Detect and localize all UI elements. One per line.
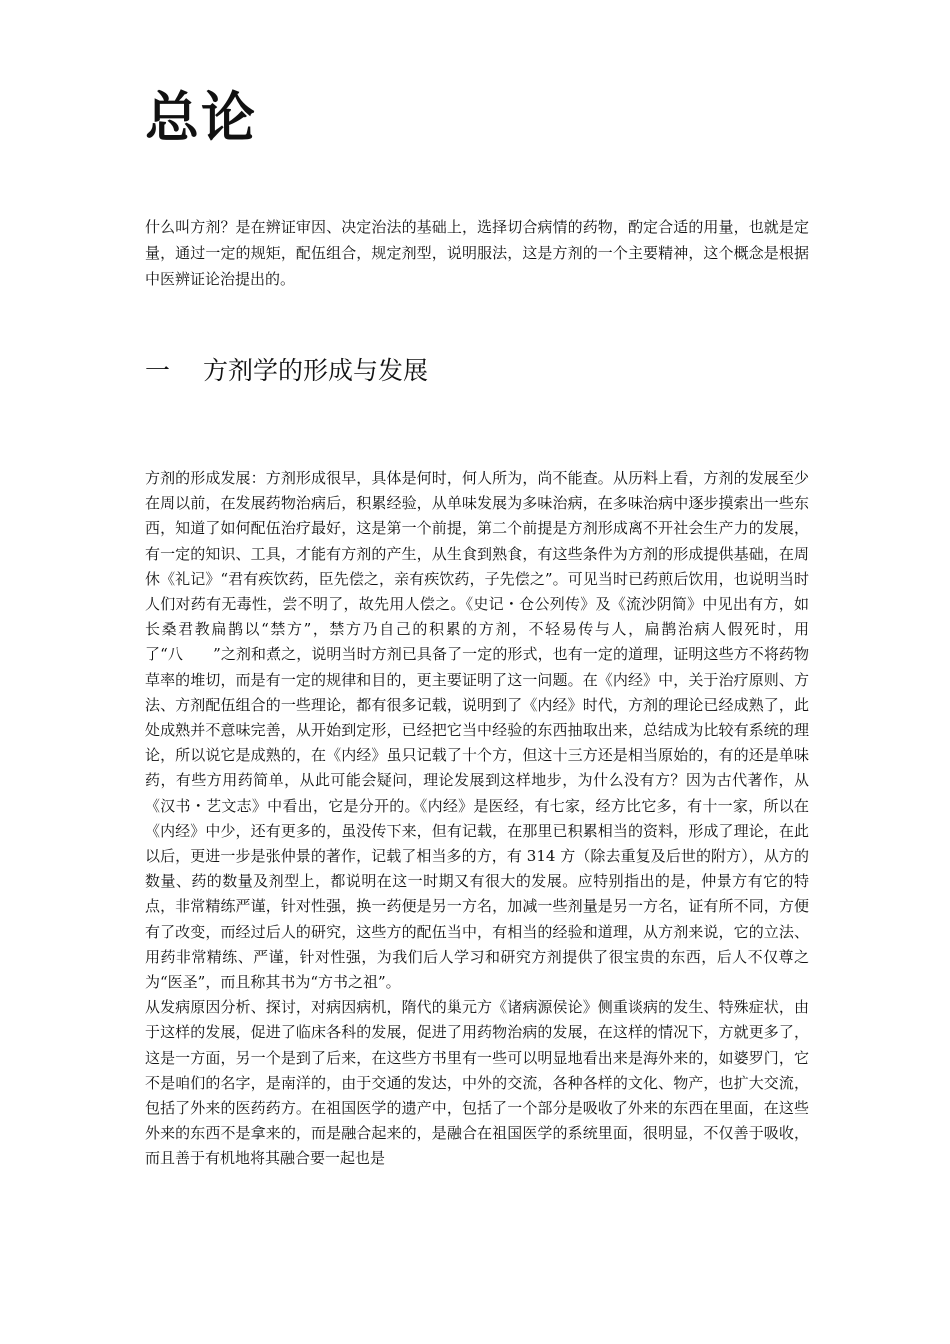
body-paragraph: 从发病原因分析、探讨，对病因病机，隋代的巢元方《诸病源侯论》侧重谈病的发生、特殊症状，由于这样的发展，促进了临床各科的发展，促进了用药物治病的发展，在这样的情况下，方就更多了，这是一方面，另一个是到了后来，在这些方书里有一些可以明显地看出来是海外来的，如婆罗门，它不是咱们的名字，是南洋的，由于交通的发达，中外的交流，各种各样的文化、物产，也扩大交流，包括了外来的医药药方。在祖国医学的遗产中，包括了一个部分是吸收了外来的东西在里面，在这些外来的东西不是拿来的，而是融合起来的，是融合在祖国医学的系统里面，很明显，不仅善于吸收，而且善于有机地将其融合要一起也是	[145, 998, 809, 1168]
section-heading	[145, 352, 428, 390]
section-title: 方剂学的形成与发展	[203, 356, 429, 385]
section-number: 一	[145, 356, 171, 385]
chapter-title: 总论	[145, 86, 257, 149]
body-paragraph: 方剂的形成发展：方剂形成很早，具体是何时，何人所为，尚不能查。从历料上看，方剂的发展至少在周以前，在发展药物治病后，积累经验，从单味发展为多味治病，在多味治病中逐步摸索出一些东西，知道了如何配伍治疗最好，这是第一个前提，第二个前提是方剂形成离不开社会生产力的发展，有一定的知识、工具，才能有方剂的产生，从生食到熟食，有这些条件为方剂的形成提供基础，在周休《礼记》“君有疾饮药，臣先偿之，亲有疾饮药，子先偿之”。可见当时已药煎后饮用，也说明当时人们对药有无毒性，尝不明了，故先用人偿之。《史记・仓公列传》及《流沙阴简》中见出有方，如长桑君教扁鹊以“禁方”，禁方乃自己的积累的方剂，不轻易传与人，扁鹊治病人假死时，用了“八 ”之剂和煮之，说明当时方剂已具备了一定的形式，也有一定的道理，证明这些方不将药物草率的堆切，而是有一定的规律和目的，更主要证明了这一问题。在《内经》中，关于治疗原则、方法、方剂配伍组合的一些理论，都有很多记载，说明到了《内经》时代，方剂的理论已经成熟了，此处成熟并不意味完善，从开始到定形，已经把它当中经验的东西抽取出来，总结成为比较有系统的理论，所以说它是成熟的，在《内经》虽只记载了十个方，但这十三方还是相当原始的，有的还是单味药，有些方用药简单，从此可能会疑问，理论发展到这样地步，为什么没有方？因为古代著作，从《汉书・艺文志》中看出，它是分开的。《内经》是医经，有七家，经方比它多，有十一家，所以在《内经》中少，还有更多的，虽没传下来，但有记载，在那里已积累相当的资料，形成了理论，在此以后，更进一步是张仲景的著作，记载了相当多的方，有 314 方（除去重复及后世的附方），从方的数量、药的数量及剂型上，都说明在这一时期又有很大的发展。应特别指出的是，仲景方有它的特点，非常精练严谨，针对性强，换一药便是另一方名，加减一些剂量是另一方名，证有所不同，方便有了改变，而经过后人的研究，这些方的配伍当中，有相当的经验和道理，从方剂来说，它的立法、用药非常精练、严谨，针对性强，为我们后人学习和研究方剂提供了很宝贵的东西，后人不仅尊之为“医圣”，而且称其书为“方书之祖”。	[145, 469, 809, 992]
section-body	[145, 466, 809, 1172]
intro-paragraph: 什么叫方剂？是在辨证审因、决定治法的基础上，选择切合病情的药物，酌定合适的用量，也就是定量，通过一定的规矩，配伍组合，规定剂型，说明服法，这是方剂的一个主要精神，这个概念是根据中医辨证论治提出的。	[145, 218, 809, 288]
